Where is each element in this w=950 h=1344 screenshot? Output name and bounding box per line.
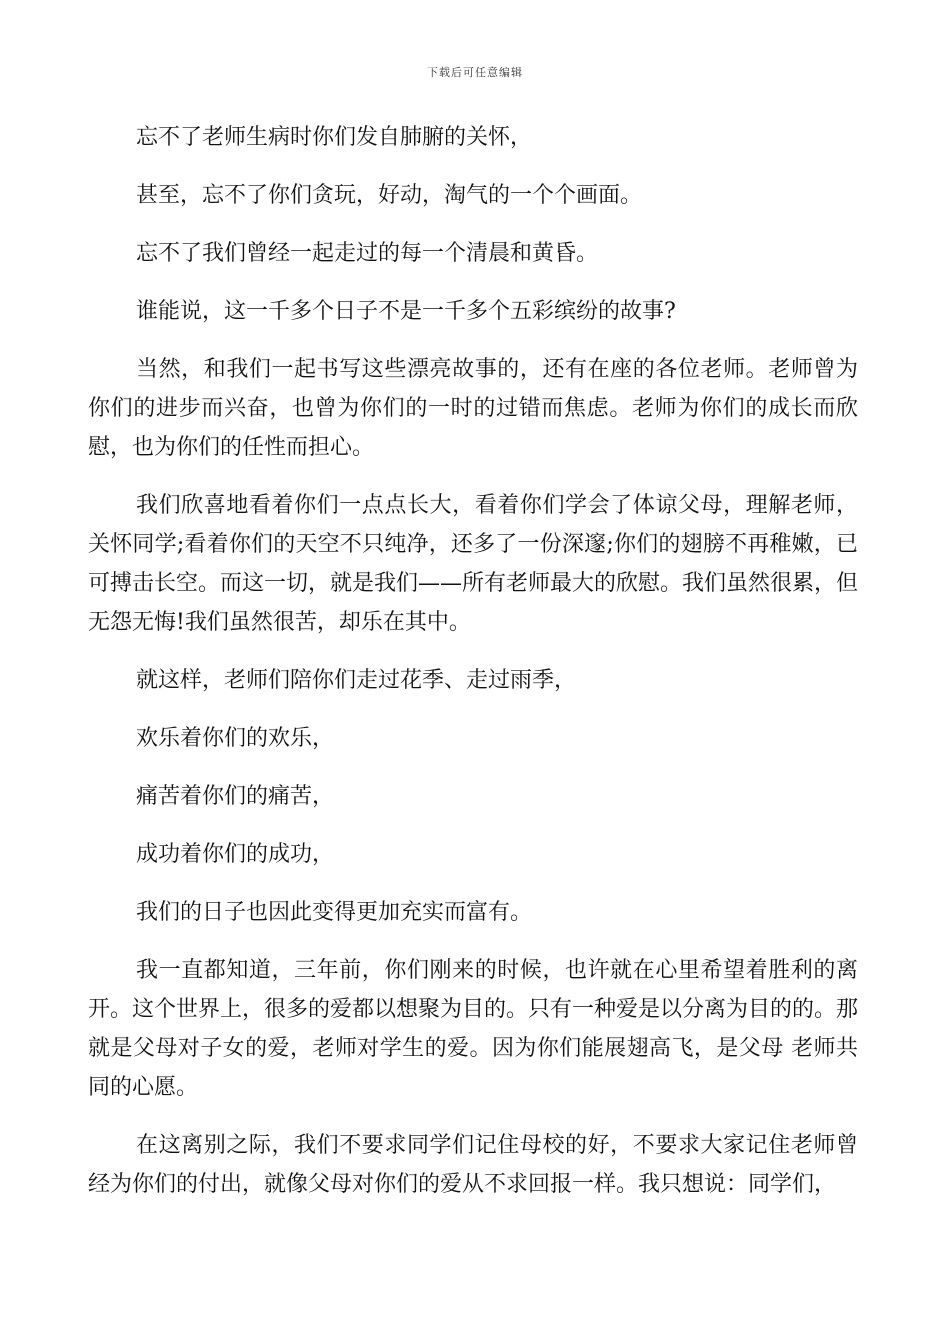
paragraph: 痛苦着你们的痛苦， <box>136 784 335 809</box>
paragraph: 当然，和我们一起书写这些漂亮故事的，还有在座的各位老师。老师曾为你们的进步而兴奋，也曾为你们的一时的过错而焦虑。老师为你们的成长而欣慰，也为你们的任性而担心。 <box>88 357 858 460</box>
paragraph: 成功着你们的成功， <box>136 842 335 867</box>
paragraph: 在这离别之际，我们不要求同学们记住母校的好，不要求大家记住老师曾经为你们的付出，就像父母对你们的爱从不求回报一样。我只想说：同学们， <box>88 1133 858 1197</box>
paragraph: 甚至，忘不了你们贪玩，好动，淘气的一个个画面。 <box>136 183 643 208</box>
paragraph: 我们的日子也因此变得更加充实而富有。 <box>136 900 533 925</box>
body-text <box>88 118 858 1223</box>
paragraph: 就这样，老师们陪你们走过花季、走过雨季， <box>136 668 577 693</box>
paragraph: 我一直都知道，三年前，你们刚来的时候，也许就在心里希望着胜利的离开。这个世界上，很多的爱都以想聚为目的。只有一种爱是以分离为目的的。那就是父母对子女的爱，老师对学生的爱。因为你们能展翅高飞，是父母 老师共同的心愿。 <box>88 958 859 1100</box>
paragraph: 我们欣喜地看着你们一点点长大，看着你们学会了体谅父母，理解老师，关怀同学;看着你们的天空不只纯净，还多了一份深邃;你们的翅膀不再稚嫩，已可搏击长空。而这一切，就是我们——所有老师最大的欣慰。我们虽然很累，但无怨无悔!我们虽然很苦，却乐在其中。 <box>88 493 859 635</box>
page-header: 下载后可任意编辑 <box>427 66 523 79</box>
paragraph: 谁能说，这一千多个日子不是一千多个五彩缤纷的故事? <box>136 299 676 324</box>
paragraph: 欢乐着你们的欢乐， <box>136 726 335 751</box>
paragraph: 忘不了我们曾经一起走过的每一个清晨和黄昏。 <box>136 241 599 266</box>
paragraph: 忘不了老师生病时你们发自肺腑的关怀， <box>136 125 533 150</box>
